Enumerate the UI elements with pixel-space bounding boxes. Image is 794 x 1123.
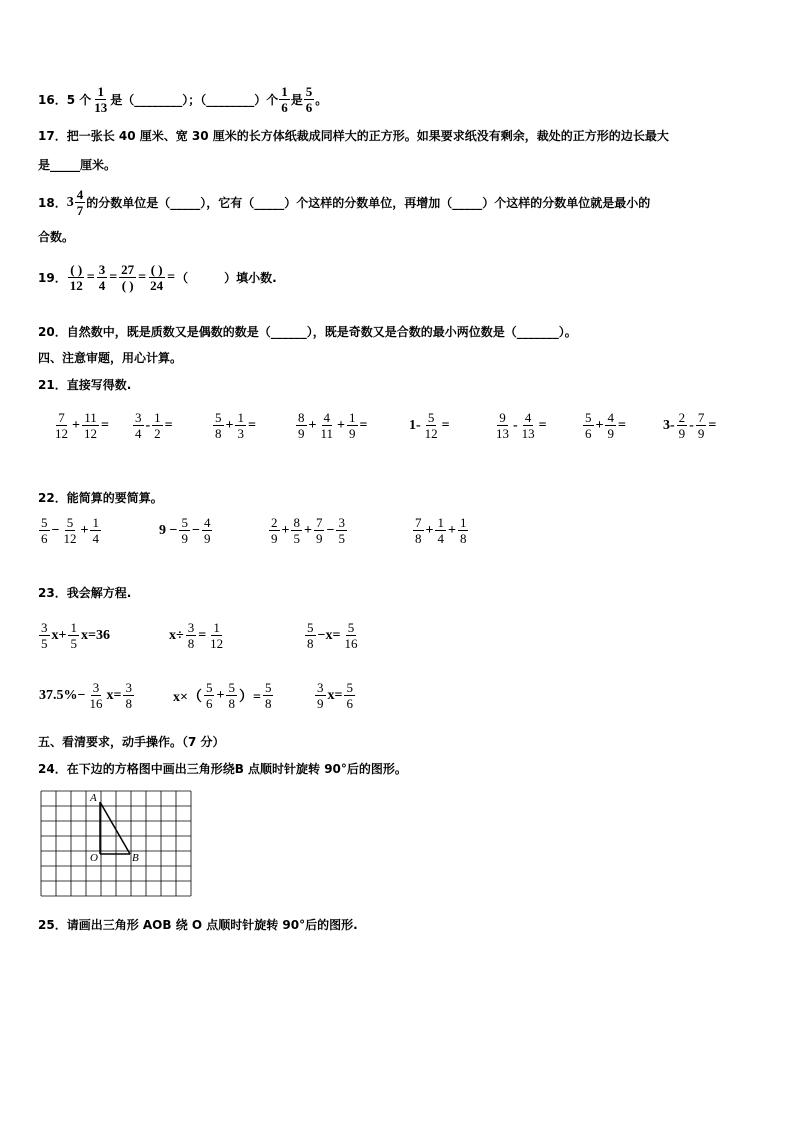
fraction: $\frac{3}{4}$	[98, 262, 106, 293]
fraction: $\frac{5}{8}$	[264, 680, 272, 711]
math-expression	[314, 680, 356, 711]
operator: =	[441, 417, 450, 433]
operator: −	[51, 522, 60, 538]
math-expression	[172, 680, 274, 711]
operator: -	[145, 417, 151, 433]
operator: 37.5%−	[39, 687, 86, 703]
fraction: 7 8	[415, 515, 422, 546]
fraction: $\frac{5}{12}$	[424, 410, 438, 441]
operator: +	[303, 522, 312, 538]
operator: +	[337, 417, 345, 433]
fraction: $\frac{5}{12}$	[63, 515, 77, 546]
question-23-title: 23．我会解方程.	[38, 586, 132, 600]
math-expression	[38, 680, 135, 711]
point-o-label: O	[90, 852, 98, 864]
fraction: 9 13	[496, 410, 509, 441]
fraction: $\frac{3}{5}$	[338, 515, 345, 546]
fraction: 4 7	[76, 187, 84, 218]
operator: +	[425, 522, 434, 538]
fraction: $\frac{1}{3}$	[237, 410, 244, 441]
math-expression	[158, 515, 213, 546]
math-expression	[662, 410, 717, 441]
fraction: $\frac{5}{16}$	[344, 620, 358, 651]
operator: +	[216, 687, 225, 703]
question-17-line1: 17．把一张长 40 厘米、宽 30 厘米的长方体纸裁成同样大的正方形。如果要求纸没有剩余，裁处的正方形的边长最大	[38, 129, 669, 143]
fraction: 5 6	[305, 84, 313, 115]
fraction: $\frac{1}{12}$	[210, 620, 224, 651]
operator: x÷	[169, 627, 184, 643]
fraction: $\frac{5}{9}$	[181, 515, 188, 546]
operator: -	[513, 417, 518, 433]
point-a-label: A	[90, 792, 97, 804]
math-expression	[268, 515, 348, 546]
operator: =	[617, 417, 626, 433]
math-expression	[38, 620, 111, 651]
operator: +	[80, 522, 89, 538]
operator: -	[689, 417, 694, 433]
operator: −	[326, 522, 335, 538]
question-18-line2: 合数。	[38, 230, 75, 244]
fraction: 5 8	[307, 620, 314, 651]
operator: +	[225, 417, 234, 433]
question-19: 19． ( ) 12 = $\frac{3}{4}$ = 27 ( ) = ( ) 24 = （ ）填小数.	[38, 262, 277, 293]
fraction: ( ) 24	[150, 262, 164, 293]
operator: =	[708, 417, 717, 433]
fraction: $\frac{3}{16}$	[89, 680, 103, 711]
fraction: $\frac{11}{12}$	[83, 410, 97, 441]
math-expression	[212, 410, 257, 441]
fraction: $\frac{5}{6}$	[346, 680, 353, 711]
section-5-title: 五、看清要求，动手操作。（7 分）	[38, 735, 225, 749]
fraction: 1 6	[281, 84, 288, 115]
question-25: 25．请画出三角形 AOB 绕 O 点顺时针旋转 90°后的图形.	[38, 918, 358, 932]
fraction: $\frac{3}{8}$	[125, 680, 132, 711]
fraction: ( ) 12	[69, 262, 83, 293]
fraction: $\frac{1}{4}$	[92, 515, 99, 546]
math-expression	[304, 620, 360, 651]
fraction: $\frac{7}{9}$	[697, 410, 705, 441]
math-expression	[412, 515, 469, 546]
fraction: 5 6	[585, 410, 592, 441]
operator: 9 −	[159, 522, 178, 538]
question-21-title: 21．直接写得数.	[38, 378, 132, 392]
fraction: 5 6	[205, 680, 213, 711]
math-expression	[493, 410, 548, 441]
section-4-title: 四、注意审题，用心计算。	[38, 351, 183, 365]
operator: =	[164, 417, 173, 433]
fraction: $\frac{7}{9}$	[315, 515, 323, 546]
operator: =	[538, 417, 547, 433]
operator: =	[247, 417, 256, 433]
fraction: $\frac{4}{11}$	[320, 410, 334, 441]
fraction: $\frac{1}{5}$	[70, 620, 77, 651]
operator: +	[308, 417, 317, 433]
operator: −	[191, 522, 200, 538]
fraction: $\frac{5}{8}$	[228, 680, 235, 711]
fraction: $\frac{1}{8}$	[459, 515, 467, 546]
operator: x×（	[173, 689, 202, 705]
fraction: $\frac{4}{9}$	[203, 515, 211, 546]
operator: +	[281, 522, 290, 538]
square-grid	[40, 790, 192, 900]
operator: x+	[51, 627, 67, 643]
fraction: 1 13	[94, 84, 108, 115]
operator: +	[595, 417, 604, 433]
operator: x=36	[80, 627, 110, 643]
operator: +	[72, 417, 80, 433]
fraction: 3 5	[41, 620, 48, 651]
operator: =	[359, 417, 368, 433]
fraction: $\frac{1}{9}$	[349, 410, 356, 441]
fraction: 7 12	[55, 410, 68, 441]
math-expression	[582, 410, 627, 441]
question-17-line2: 是_____厘米。	[38, 158, 117, 172]
math-expression	[168, 620, 226, 651]
math-expression	[38, 515, 102, 546]
operator: x=	[327, 687, 343, 703]
operator: +	[447, 522, 456, 538]
question-16: 16． 5 个 1 13 是（________）；（________）个 1 6 是 5 6 。	[38, 84, 328, 115]
fraction: 3 9	[317, 680, 324, 711]
operator: ）=	[238, 689, 261, 705]
fraction: 8 9	[298, 410, 305, 441]
fraction: 2 9	[678, 410, 686, 441]
fraction: 2 9	[271, 515, 278, 546]
triangle-side-ab	[100, 802, 130, 854]
grid-figure	[40, 790, 192, 903]
question-24: 24．在下边的方格图中画出三角形绕B 点顺时针旋转 90°后的图形。	[38, 762, 407, 776]
fraction: 3 4	[135, 410, 142, 441]
fraction: $\frac{1}{2}$	[154, 410, 161, 441]
fraction: $\frac{4}{13}$	[521, 410, 535, 441]
fraction: 5 8	[215, 410, 222, 441]
math-expression	[132, 410, 174, 441]
fraction: $\frac{3}{8}$	[187, 620, 195, 651]
fraction: 5 6	[41, 515, 48, 546]
operator: 1-	[409, 417, 421, 433]
fraction: 27 ( )	[121, 262, 135, 293]
math-expression	[52, 410, 110, 441]
math-expression	[295, 410, 368, 441]
question-22-title: 22．能简算的要简算。	[38, 491, 163, 505]
fraction: $\frac{4}{9}$	[607, 410, 614, 441]
fraction: $\frac{8}{5}$	[293, 515, 300, 546]
operator: =	[100, 417, 109, 433]
fraction: $\frac{1}{4}$	[437, 515, 444, 546]
operator: −x=	[317, 627, 341, 643]
question-20: 20．自然数中，既是质数又是偶数的数是（______），既是奇数又是合数的最小两位数是（_______）。	[38, 325, 577, 339]
question-18: 18． 3 4 7 的分数单位是（_____），它有（_____）个这样的分数单位，再增加（_____）个这样的分数单位就是最小的	[38, 187, 651, 218]
operator: 3-	[663, 417, 675, 433]
operator: x=	[106, 687, 122, 703]
math-expression	[408, 410, 451, 441]
operator: =	[198, 627, 207, 643]
point-b-label: B	[132, 852, 139, 864]
